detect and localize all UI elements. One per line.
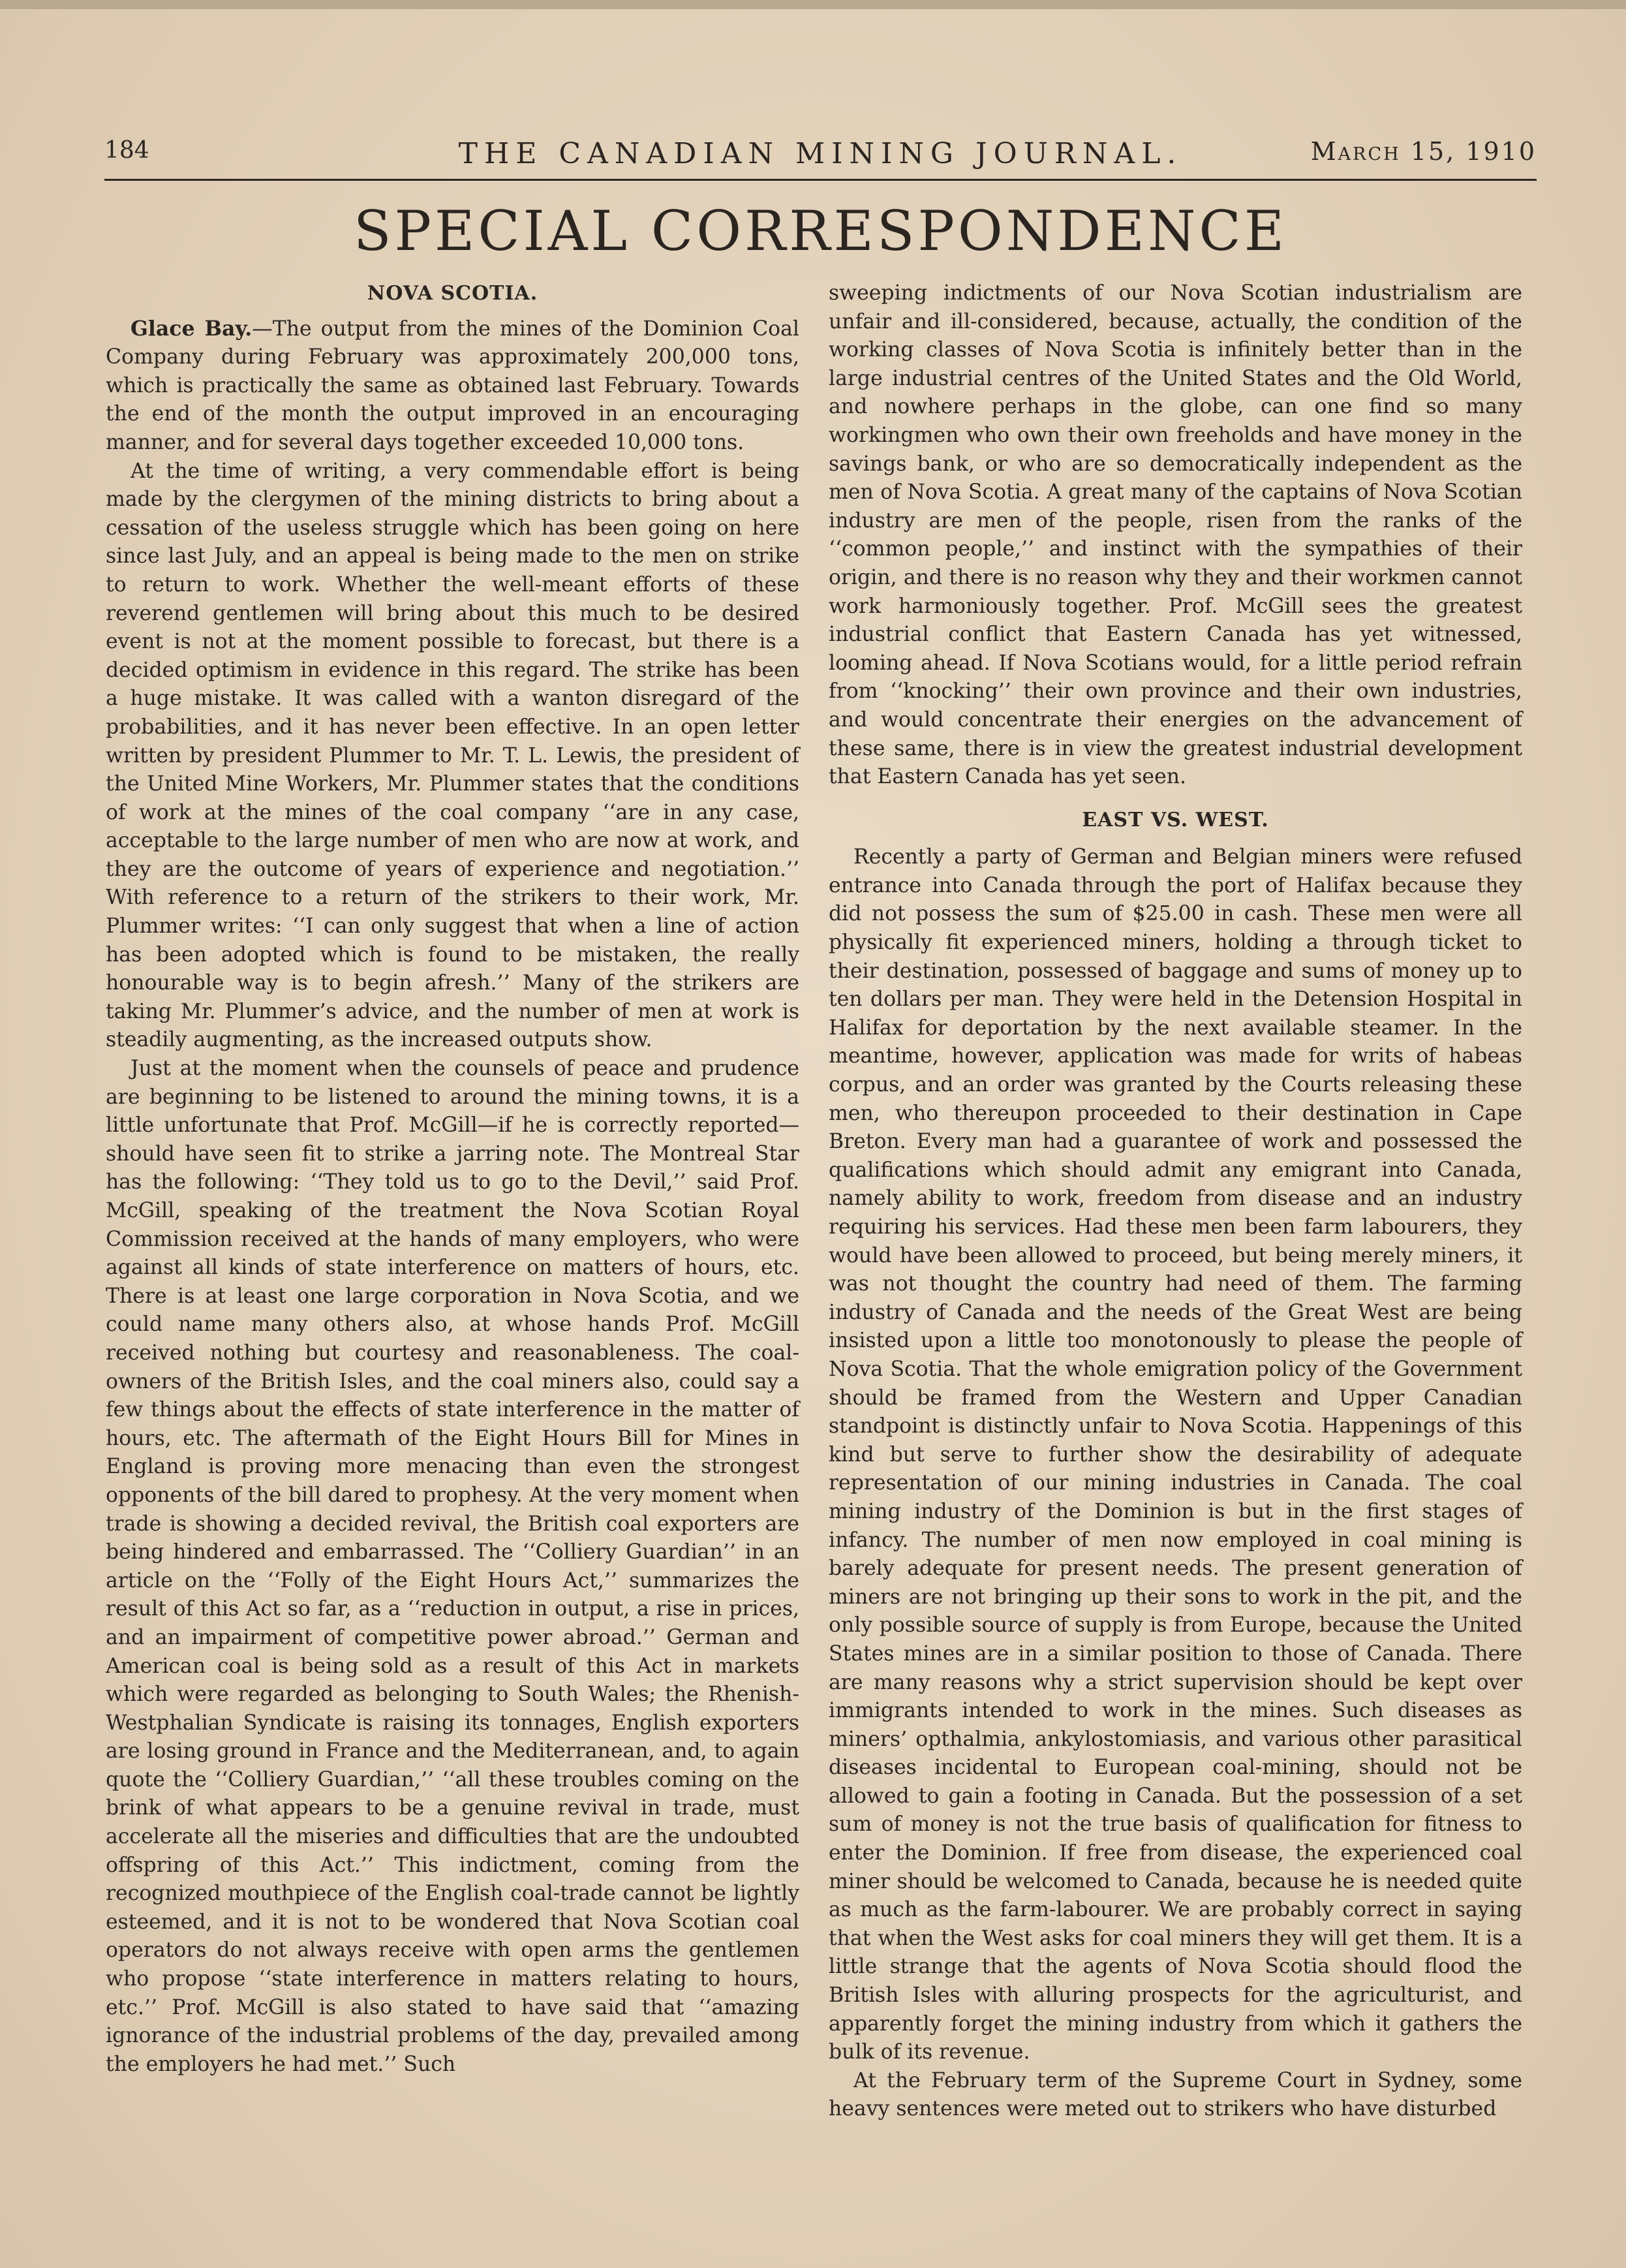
journal-title: THE CANADIAN MINING JOURNAL. <box>458 137 1183 170</box>
section-title-nova-scotia: NOVA SCOTIA. <box>367 282 538 305</box>
header-rule <box>104 179 1537 181</box>
left-column <box>106 279 799 2079</box>
running-header <box>104 137 1537 176</box>
paragraph-continued: sweeping indictments of our Nova Scotian industrialism are unfair and ill-considered, because, actually, the condition of the working classes of Nova Scotia is infinitely better than in the large industrial centres of the United States and the Old World, and nowhere perhaps in the globe, can one find so many workingmen who own their own freeholds and have money in the savings bank, or who are so democratically independent as the men of Nova Scotia. A great many of the captains of Nova Scotian industry are men of the people, risen from the ranks of the ‘‘common people,’’ and instinct with the sympathies of their origin, and there is no reason why they and their workmen cannot work harmoniously together. Prof. McGill sees the greatest industrial conflict that Eastern Canada has yet witnessed, looming ahead. If Nova Scotians would, for a little period refrain from ‘‘knocking’’ their own province and their own industries, and would concentrate their energies on the advancement of these same, there is in view the greatest industrial development that Eastern Canada has yet seen. <box>829 281 1522 789</box>
page-top-border <box>0 0 1626 9</box>
right-column <box>829 279 1522 2124</box>
paragraph: Just at the moment when the counsels of peace and prudence are beginning to be listened to around the mining towns, it is a little unfortunate that Prof. McGill—if he is correctly reported—should have seen fit to strike a jarring note. The Montreal Star has the following: ‘‘They told us to go to the Devil,’’ said Prof. McGill, speaking of the treatment the Nova Scotian Royal Commission received at the hands of many employers, who were against all kinds of state interference on matters of hours, etc. There is at least one large corporation in Nova Scotia, and we could name many others also, at whose hands Prof. McGill received nothing but courtesy and reasonableness. The coal-owners of the British Isles, and the coal miners also, could say a few things about the effects of state interference in the matter of hours, etc. The aftermath of the Eight Hours Bill for Mines in England is proving more menacing than even the strongest opponents of the bill dared to prophesy. At the very moment when trade is showing a decided revival, the British coal exporters are being hindered and embarrassed. The ‘‘Colliery Guardian’’ in an article on the ‘‘Folly of the Eight Hours Act,’’ summarizes the result of this Act so far, as a ‘‘reduction in output, a rise in prices, and an impairment of competitive power abroad.’’ German and American coal is being sold as a result of this Act in markets which were regarded as belonging to South Wales; the Rhenish-Westphalian Syndicate is raising its tonnages, English exporters are losing ground in France and the Mediterranean, and, to again quote the ‘‘Colliery Guardian,’’ ‘‘all these troubles coming on the brink of what appears to be a genuine revival in trade, must accelerate all the miseries and difficulties that are the undoubted offspring of this Act.’’ This indictment, coming from the recognized mouthpiece of the English coal-trade cannot be lightly esteemed, and it is not to be wondered that Nova Scotian coal operators do not always receive with open arms the gentlemen who propose ‘‘state interference in matters relating to hours, etc.’’ Prof. McGill is also stated to have said that ‘‘amazing ignorance of the industrial problems of the day, prevailed among the employers he had met.’’ Such <box>106 1057 799 2076</box>
paragraph: At the time of writing, a very commendable effort is being made by the clergymen of the mining districts to bring about a cessation of the useless struggle which has been going on here since last July, and an appeal is being made to the men on strike to return to work. Whether the well-meant efforts of these reverend gentlemen will bring about this much to be desired event is not at the moment possible to forecast, but there is a decided optimism in evidence in this regard. The strike has been a huge mistake. It was called with a wanton disregard of the probabilities, and it has never been effective. In an open letter written by president Plummer to Mr. T. L. Lewis, the president of the United Mine Workers, Mr. Plummer states that the conditions of work at the mines of the coal company ‘‘are in any case, acceptable to the large number of men who are now at work, and they are the outcome of years of experience and negotiation.’’ With reference to a return of the strikers to their work, Mr. Plummer writes: ‘‘I can only suggest that when a line of action has been adopted which is found to be mistaken, the really honourable way is to begin afresh.’’ Many of the strikers are taking Mr. Plummer’s advice, and the number of men at work is steadily augmenting, as the increased outputs show. <box>106 459 799 1052</box>
page-number: 184 <box>104 137 149 164</box>
paragraph: At the February term of the Supreme Court in Sydney, some heavy sentences were meted out to strikers who have disturbed <box>829 2068 1522 2121</box>
paragraph: Recently a party of German and Belgian miners were refused entrance into Canada through the port of Halifax because they did not possess the sum of $25.00 in cash. These men were all physically fit experienced miners, holding a through ticket to their destination, possessed of baggage and sums of money up to ten dollars per man. They were held in the Detension Hospital in Halifax for deportation by the next available steamer. In the meantime, however, application was made for writs of habeas corpus, and an order was granted by the Courts releasing these men, who thereupon proceeded to their destination in Cape Breton. Every man had a guarantee of work and possessed the qualifications which should admit any emigrant into Canada, namely ability to work, freedom from disease and an industry requiring his services. Had these men been farm labourers, they would have been allowed to proceed, but being merely miners, it was not thought the country had need of them. The farming industry of Canada and the needs of the Great West are being insisted upon a little too monotonously to please the people of Nova Scotia. That the whole emigration policy of the Government should be framed from the Western and Upper Canadian standpoint is distinctly unfair to Nova Scotia. Happenings of this kind but serve to further show the desirability of adequate representation of our mining industries in Canada. The coal mining industry of the Dominion is but in the first stages of infancy. The number of men now employed in coal mining is barely adequate for present needs. The present generation of miners are not bringing up their sons to work in the pit, and the only possible source of supply is from Europe, because the United States mines are in a similar position to those of Canada. There are many reasons why a strict supervision should be kept over immigrants intended to work in the mines. Such diseases as miners’ opthalmia, ankylostomiasis, and various other parasitical diseases incidental to European coal-mining, should not be allowed to gain a footing in Canada. But the possession of a set sum of money is not the true basis of qualification for fitness to enter the Dominion. If free from disease, the experienced coal miner should be welcomed to Canada, because he is needed quite as much as the farm-labourer. We are probably correct in saying that when the West asks for coal miners they will get them. It is a little strange that the agents of Nova Scotia should flood the British Isles with alluring prospects for the agriculturist, and apparently forget the mining industry from which it gathers the bulk of its revenue. <box>829 845 1522 2064</box>
issue-date: March 15, 1910 <box>1310 137 1537 166</box>
paragraph-text: —The output from the mines of the Dominion Coal Company during February was approximately 200,000 tons, which is practically the same as obtained last February. Towards the end of the month the output improved in an encouraging manner, and for several days together exceeded 10,000 tons. <box>106 317 800 454</box>
place-name: Glace Bay. <box>130 316 253 341</box>
article-title: SPECIAL CORRESPONDENCE <box>353 199 1288 263</box>
section-title-east-vs-west: EAST VS. WEST. <box>1082 808 1269 831</box>
paragraph <box>106 315 799 458</box>
